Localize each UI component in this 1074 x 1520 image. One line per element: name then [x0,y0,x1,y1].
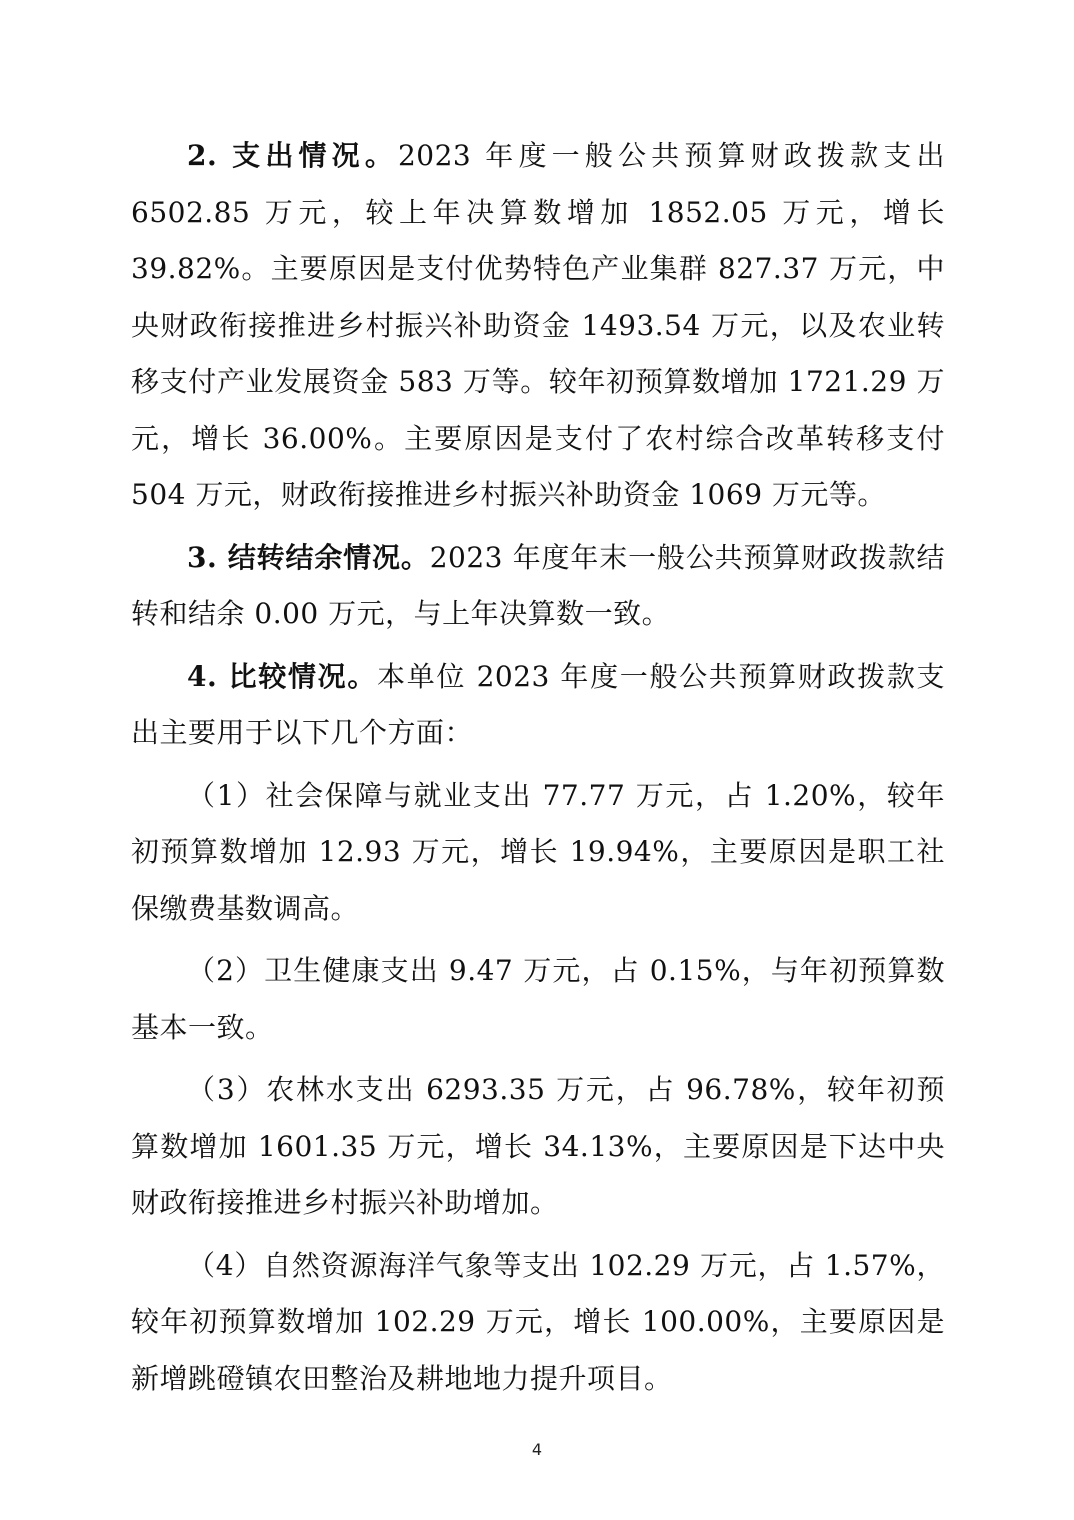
document-body [131,128,945,1413]
heading-comparison: 4. 比较情况。 [187,659,378,693]
text-item-2: （2）卫生健康支出 9.47 万元，占 0.15%，与年初预算数基本一致。 [131,954,945,1044]
text-carryover: 2023 年度年末一般公共预算财政拨款结转和结余 0.00 万元，与上年决算数一致。 [131,540,945,630]
text-item-3: （3）农林水支出 6293.35 万元，占 96.78%，较年初预算数增加 1601.35 万元，增长 34.13%，主要原因是下达中央财政衔接推进乡村振兴补助增加。 [131,1073,945,1219]
paragraph-carryover [131,530,945,643]
page-number: 4 [531,1440,543,1459]
paragraph-expenditure [131,128,945,524]
text-item-4: （4）自然资源海洋气象等支出 102.29 万元，占 1.57%，较年初预算数增加 102.29 万元，增长 100.00%，主要原因是新增跳磴镇农田整治及耕地地力提升项目。 [131,1248,945,1395]
text-comparison: 本单位 2023 年度一般公共预算财政拨款支出主要用于以下几个方面： [131,659,945,749]
paragraph-item-2 [131,943,945,1056]
heading-expenditure: 2. 支出情况。 [187,139,398,172]
paragraph-item-3 [131,1062,945,1232]
paragraph-item-4 [131,1238,945,1408]
paragraph-comparison [131,649,945,762]
text-expenditure: 2023 年度一般公共预算财政拨款支出 6502.85 万元，较上年决算数增加 1852.05 万元，增长 39.82%。主要原因是支付优势特色产业集群 827.37 万元，中央财政衔接推进乡村振兴补助资金 1493.54 万元，以及农业转移支付产业发展资金 583 万等。较年初预算数增加 1721.29 万元，增长 36.00%。主要原因是支付了农村综合改革转移支付 504 万元，财政衔接推进乡村振兴补助资金 1069 万元等。 [131,139,945,511]
paragraph-item-1 [131,768,945,938]
text-item-1: （1）社会保障与就业支出 77.77 万元，占 1.20%，较年初预算数增加 12.93 万元，增长 19.94%，主要原因是职工社保缴费基数调高。 [131,778,945,925]
heading-carryover: 3. 结转结余情况。 [187,540,430,574]
